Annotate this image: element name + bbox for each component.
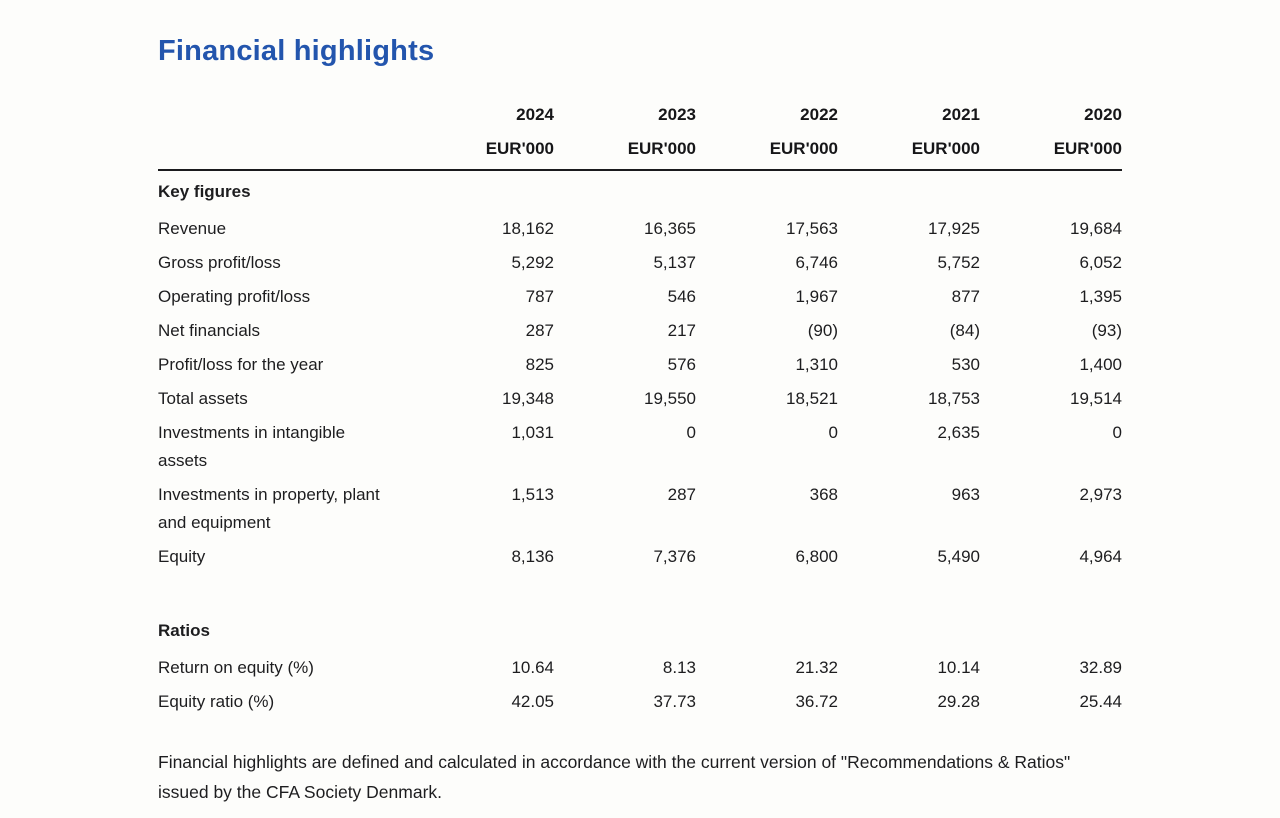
year-header-cell: 2020 [1084, 105, 1122, 124]
cell-value: 42.05 [511, 692, 554, 711]
table-row [158, 314, 1122, 348]
cell-value: 530 [951, 355, 980, 374]
cell-value: 10.64 [511, 658, 554, 677]
cell-value: 19,684 [1070, 219, 1122, 238]
unit-header-cell: EUR'000 [838, 132, 980, 170]
cell-value: 787 [525, 287, 554, 306]
cell-value: 1,310 [795, 355, 838, 374]
cell-value: 5,752 [937, 253, 980, 272]
year-header-cell: 2023 [658, 105, 696, 124]
table-row [158, 648, 1122, 685]
cell-value: 18,162 [502, 219, 554, 238]
cell-value: 877 [951, 287, 980, 306]
row-label: Gross profit/loss [158, 253, 281, 272]
row-label: Total assets [158, 389, 248, 408]
cell-value: 8,136 [511, 547, 554, 566]
section-spacer-row [158, 574, 1122, 610]
row-label: Profit/loss for the year [158, 355, 324, 374]
cell-value: 19,348 [502, 389, 554, 408]
cell-value: 17,925 [928, 219, 980, 238]
cell-value: 5,292 [511, 253, 554, 272]
cell-value: 368 [809, 485, 838, 504]
unit-header-cell: EUR'000 [412, 132, 554, 170]
cell-value: (84) [949, 321, 980, 340]
unit-header-cell: EUR'000 [980, 132, 1122, 170]
cell-value: 2,635 [937, 423, 980, 442]
section-header-row [158, 170, 1122, 209]
cell-value: 1,031 [511, 423, 554, 442]
table-row [158, 209, 1122, 246]
cell-value: 963 [951, 485, 980, 504]
cell-value: 21.32 [795, 658, 838, 677]
section-header-row [158, 610, 1122, 648]
header-blank-cell [158, 132, 412, 170]
cell-value: 576 [667, 355, 696, 374]
row-label: Equity [158, 547, 206, 566]
cell-value: 17,563 [786, 219, 838, 238]
cell-value: 1,395 [1079, 287, 1122, 306]
cell-value: 6,746 [795, 253, 838, 272]
table-row [158, 246, 1122, 280]
cell-value: 6,052 [1079, 253, 1122, 272]
row-label: Equity ratio (%) [158, 692, 275, 711]
cell-value: (93) [1091, 321, 1122, 340]
header-blank-cell [158, 98, 412, 132]
cell-value: 19,550 [644, 389, 696, 408]
cell-value: 287 [525, 321, 554, 340]
cell-value: 5,490 [937, 547, 980, 566]
cell-value: 36.72 [795, 692, 838, 711]
cell-value: 25.44 [1079, 692, 1122, 711]
page-title: Financial highlights [158, 35, 435, 67]
year-header-cell: 2024 [516, 105, 554, 124]
cell-value: 4,964 [1079, 547, 1122, 566]
cell-value: (90) [807, 321, 838, 340]
cell-value: 7,376 [653, 547, 696, 566]
cell-value: 1,967 [795, 287, 838, 306]
table-row [158, 478, 1122, 540]
unit-header-cell: EUR'000 [554, 132, 696, 170]
footnote-text: Financial highlights are defined and calculated in accordance with the current version of "Recommendations & Ratios" issued by the CFA Society Denmark. [158, 752, 1071, 802]
row-label: Investments in property, plant and equipment [158, 485, 380, 532]
section-title: Ratios [158, 621, 210, 640]
cell-value: 18,753 [928, 389, 980, 408]
cell-value: 32.89 [1079, 658, 1122, 677]
table-header [158, 98, 1122, 170]
cell-value: 287 [667, 485, 696, 504]
cell-value: 0 [828, 423, 838, 442]
unit-header-row [158, 132, 1122, 170]
year-header-row [158, 98, 1122, 132]
spacer-cell [158, 574, 1122, 610]
cell-value: 1,400 [1079, 355, 1122, 374]
cell-value: 29.28 [937, 692, 980, 711]
page-content [158, 34, 1124, 818]
cell-value: 8.13 [662, 658, 696, 677]
table-row [158, 348, 1122, 382]
financial-highlights-table [158, 98, 1122, 719]
cell-value: 19,514 [1070, 389, 1122, 408]
cell-value: 5,137 [653, 253, 696, 272]
table-row [158, 382, 1122, 416]
section-title: Key figures [158, 182, 251, 201]
cell-value: 1,513 [511, 485, 554, 504]
cell-value: 825 [525, 355, 554, 374]
cell-value: 6,800 [795, 547, 838, 566]
row-label: Revenue [158, 219, 227, 238]
table-body [158, 170, 1122, 719]
cell-value: 0 [1112, 423, 1122, 442]
year-header-cell: 2022 [800, 105, 838, 124]
cell-value: 37.73 [653, 692, 696, 711]
cell-value: 217 [667, 321, 696, 340]
row-label: Net financials [158, 321, 261, 340]
table-row [158, 416, 1122, 478]
cell-value: 2,973 [1079, 485, 1122, 504]
unit-header-cell: EUR'000 [696, 132, 838, 170]
cell-value: 18,521 [786, 389, 838, 408]
row-label: Investments in intangible assets [158, 423, 346, 470]
cell-value: 0 [686, 423, 696, 442]
row-label: Return on equity (%) [158, 658, 314, 677]
table-row [158, 280, 1122, 314]
cell-value: 10.14 [937, 658, 980, 677]
table-row [158, 540, 1122, 574]
cell-value: 16,365 [644, 219, 696, 238]
year-header-cell: 2021 [942, 105, 980, 124]
table-row [158, 685, 1122, 719]
cell-value: 546 [667, 287, 696, 306]
row-label: Operating profit/loss [158, 287, 311, 306]
